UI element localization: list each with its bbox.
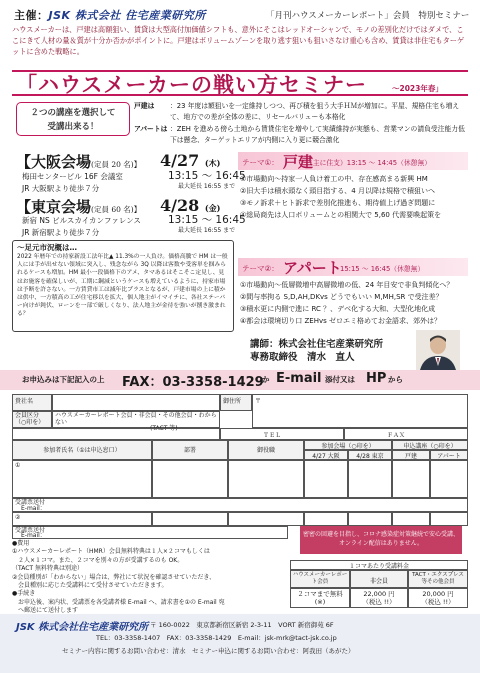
venue-tokyo-dow: (金) [204,203,221,213]
attendee1-osaka-field[interactable] [304,460,348,498]
page-title: 「ハウスメーカーの戦い方セミナー [16,73,367,97]
venue-osaka-time: 13:15 ～ 16:45 [168,170,246,182]
notice-line1: 密密の回避を目指し、コロナ感染症対策継続で安心受講、 [302,531,459,538]
select-box-line2: 受講出来る！ [47,122,99,132]
notes-line: お申込後、案内状、受講票を各受講者様 E-mail へ、請求書を①の E-mail 宛 [12,598,225,606]
theme2-time: 15:15 ～ 16:45（休憩無） [340,265,425,273]
venue-tokyo-title [16,196,141,217]
market-title: ～足元市況概は… [17,243,77,252]
theme2-topic: ①市場動向～低層微増中高層微増の低、24 年目安で非負判傾化へ？ [240,281,454,289]
attendee1-dept-field[interactable] [152,460,228,498]
price-member [290,588,350,608]
notice-line2: オンライン配信はありません。 [338,540,424,547]
address-label: 御住所 [223,398,242,405]
price-nonmember-value: 22,000 円 [363,590,395,598]
position-label: 御役職 [256,447,275,454]
price-head-other-label: TACT・エクスプレス等その他会員 [412,572,464,585]
summary-key-apartment: アパートは [134,125,168,133]
attendee2-email-label: E-mail： [21,532,46,539]
theme2-topic: ②間与率拘る S,D,AH,DKvs どうでもいい M,MH,SR で受注差？ [240,293,443,301]
notice-box [300,526,462,554]
attendee2-email-field[interactable] [12,526,288,539]
notes-block [12,540,287,616]
select-courses-box [16,102,130,136]
fax-email-text: E-mail [276,371,322,386]
dept-label: 部署 [183,447,196,454]
spacer [12,484,16,486]
venue-tokyo-header-label: 4/28 東京 [356,453,384,460]
venue-tokyo-access: JR 新宿駅より徒歩７分 [22,228,100,237]
venue-osaka-header-label: 4/27 大阪 [312,453,340,460]
theme1-topic: ②旧大手は積水頭なく頭目指する、4 月以降は規格で積狙いへ [240,187,435,195]
position-header [228,440,304,460]
attendee-header [12,440,152,460]
fax-field[interactable] [344,428,468,440]
tel-field[interactable] [220,428,344,440]
venue-osaka-dow: (木) [204,158,221,168]
attendee2-name-field[interactable] [12,512,152,526]
address-field[interactable] [252,394,468,428]
member-label: 会員区分（○印を） [15,412,45,426]
member-options: ハウスメーカーレポート会員・非会員・その他会員・わからない [55,412,217,426]
notes-line: ２人×１コマ。また、２コマを別々の方が受講するのも OK。 [12,556,184,564]
price-head-member-label: ハウスメーカーレポート会員 [292,572,348,585]
venue-header [304,440,392,450]
course-header-label: 申込講座（○印を） [403,443,457,450]
footer-address: 〒 160-0022 東京都新宿区新宿 2-3-11 VORT 新宿御苑 6F [150,621,334,629]
notes-line: へ郵送にて送付します [12,607,79,615]
venue-tokyo-header [348,450,392,460]
attendee1-apt-field[interactable] [430,460,468,498]
theme1-time: （主に住支）13:15 ～ 14:45（休憩無） [306,159,432,167]
notes-header: ●費用 [12,540,30,547]
attendee2-dept-field[interactable] [152,512,228,526]
tel-label: ＴＥＬ [263,432,282,439]
speaker-name: 専務取締役 清水 直人 [250,352,355,363]
theme1-topic: ③モノ訴求＋ヒト訴求で差別化推進も、期待値上げ過ぎ問題に [240,199,436,207]
attendee2-house-field[interactable] [392,512,430,526]
venue-tokyo-date-value: 4/28 [160,196,200,215]
venue-osaka-capacity: (定員 20 名)】 [91,160,142,169]
price-head-other [408,570,468,588]
course-house-header [392,450,430,460]
attendee1-email-label: E-mail： [21,504,46,512]
company-label: 貴社名 [15,398,34,405]
address-label-cell [220,394,252,411]
summary-text-house: ：23 年度は額狙いを一定維持しつつ、再び積を狙う大手ＨＭが増加に。平屋、規格住宅も増えて、地方での差が全体の差に、リセールバリューも本格化 [170,102,460,121]
attendee1-email-confirm: 受講票送付 [15,499,46,506]
fax-hp-text: HP [366,371,387,386]
venue-tokyo-place: 新宿 NS ビルスカイカンファレンス [22,216,141,225]
host-label: 主催： [14,9,49,22]
price-title-cell [290,560,468,570]
fax-post-text: から [388,375,403,384]
host-name: JSK 株式会社 住宅産業研究所 [48,9,206,22]
postal-mark: 〒 [255,398,262,405]
theme2-label: テーマ②： [242,264,279,273]
attendee1-email-field[interactable] [12,498,468,512]
footer-contact: TEL：03-3358-1407 FAX：03-3358-1429 E-mail：jsk-mrk@tact-jsk.co.jp [96,634,337,642]
venue-tokyo-name: 【東京会場 [16,198,92,216]
theme2-topic: ③積水更に内側で進に RC ？、デベ化する大和、大型化地化成 [240,305,436,313]
speaker-photo [416,330,460,370]
price-other-value: 20,000 円 [422,590,454,598]
attendee2-apt-field[interactable] [430,512,468,526]
venue-osaka-date-value: 4/27 [160,151,200,170]
price-other [408,588,468,608]
price-nonmember-note: （税込 !!） [362,598,396,606]
speaker-company: 講師：株式会社住宅産業研究所 [250,339,384,350]
venue-osaka-header [304,450,348,460]
notes-line: （TACT 無料特典は別途） [12,565,83,573]
attendee2-num: ② [15,514,21,521]
company-field[interactable] [52,394,220,411]
venue-osaka-title [16,151,141,172]
summary-text-apartment: ：ZEH を進める傍ら土地から賃貸住宅を増やして実績維持が実態も、営業マンの請負受注能力低下は懸念、ターゲットエリアが内側に入り更に競合激化 [170,125,465,144]
market-summary-box [12,240,234,332]
fax-label: ＦＡＸ [387,432,406,439]
select-box-line1: ２つの講座を選択して [30,108,116,118]
theme1-label: テーマ①： [242,158,279,167]
venue-osaka-extension: 最大延長 16:55 まで [178,183,236,190]
notes-line: ②会員種別が「わからない」場合は、弊社にて状況を確認させていただき、 [12,573,216,581]
fax-number: FAX：03-3358-1429 [122,375,264,390]
notes-line: ●手続き [12,590,36,598]
footer-staff: セミナー内容に関するお問い合わせ：清水 セミナー申込に関するお問い合わせ：阿我田（あがた） [62,647,355,655]
theme1-topic: ①市場動向～持家一人負け着工の中、存在感高まる新興 HM [240,175,428,183]
seminar-label: 「月刊ハウスメーカーレポート」会員 特別セミナー [266,11,470,21]
price-head-nonmember-label: 非会員 [369,578,388,585]
summary-key-house: 戸建は [134,102,155,110]
member-note: (TACT 等) [150,425,178,432]
venue-tokyo-extension: 最大延長 16:55 まで [178,227,236,234]
fax-or-text: か [262,375,270,384]
venue-header-label: 参加会場（○印を） [321,443,375,450]
host-line [14,7,206,23]
course-apt-header [430,450,468,460]
footer-logo-text: JSK 株式会社住宅産業研究所 [16,622,149,633]
member-label-cell [12,411,52,428]
theme1-name: 戸建 [283,153,314,171]
speaker-portrait-icon [416,330,460,370]
venue-tokyo-capacity: (定員 60 名)】 [91,205,142,214]
venue-osaka-place: 梅田センタービル 16F 会議室 [22,172,123,181]
venue-osaka-name: 【大阪会場 [16,153,92,171]
theme2-name: アパート [283,259,342,277]
course-apt-header-label: アパート [437,453,461,460]
price-other-note: （税込 !!） [421,598,455,606]
price-head-nonmember [350,570,408,588]
footer-logo [16,618,148,633]
attendee1-name-field[interactable] [12,460,152,498]
price-head-member [290,570,350,588]
attendee1-num: ① [15,462,21,469]
course-house-header-label: 戸建 [404,453,417,460]
venue-osaka-access: JR 大阪駅より徒歩７分 [22,184,100,193]
intro-text: ハウスメーカーは、戸建は高額狙い、賃貸は大型高付加価値シフトも、意外にそこはレッドオーシャンで、モノの差別化だけではダメで、ここにきて人材の量＆質が十分か否かがポイントに。戸建はボリュームゾーンを取り逃す狙いも狙いさなけ重心も含め、賃貸は非住宅もターゲットに含めた戦略に。 [12,25,465,56]
theme1-topic: ④総局商先は人口ボリュームとの相関大で 5,60 代需要喚起策を [240,211,442,219]
page-subtitle: ～2023年春」 [392,84,443,93]
course-header [392,440,468,450]
attendee1-tokyo-field[interactable] [348,460,392,498]
attendee2-position-field[interactable] [228,512,304,526]
theme2-topic: ④都会は環境切り口 ZEHvs ゼロエミ格めてお金語求、郊外は？ [240,317,441,325]
dept-header [152,440,228,460]
member-type-field[interactable] [52,411,220,432]
notes-line: 会員種別に応じた受講料にて受付させていただきます。 [12,582,168,590]
notes-line: ①ハウスメーカーレポート（HMR）会員無料特典は１人×２コマもしくは [12,548,210,556]
price-title: １コマあたり受講料金 [348,563,409,570]
venue-tokyo-time: 13:15 ～ 16:45 [168,214,246,226]
price-nonmember [350,588,408,608]
attendee2-email-confirm: 受講票送付 [15,527,46,534]
attendee2-osaka-field[interactable] [304,512,348,526]
attendee1-house-field[interactable] [392,460,430,498]
tel-row-spacer [12,428,220,440]
price-member-note: (※) [314,598,326,606]
fax-pre-text: お申込みは下記記入の上 [22,375,105,384]
attendee1-position-field[interactable] [228,460,304,498]
fax-attach-text: 添付又は [325,375,355,384]
market-body: 2022 年暦年での持家新設工法年比▲ 11.3%の一人負け。価格高騰で HM は一般人には手が出せない領域に突入し、残念ながら 3Q 以降は客数や受客単を掴みられるケースも増加。HM 最小一段価格下のアメ、タマあるはそこそこ定見し、見はお施客を確保しいが、工期に鋼減というケースも増えているように、持家市場は予断を許さない。一方賃貸市工は減年比プラスとなるが、戸建市場の上に積かは供中、一方積高の工が住宅移以を拡大、個人地主がイマイチに、各社ステーパー向けが鈍伏、ローンを一部で厳しくなり、法人地主が金待を強いが捌き激まれる？ [17,254,228,318]
attendee2-tokyo-field[interactable] [348,512,392,526]
attendee-label: 参加者氏名（①は申込窓口） [43,447,121,454]
company-label-cell [12,394,52,411]
price-member-value: ２コマまで無料 [297,590,343,598]
